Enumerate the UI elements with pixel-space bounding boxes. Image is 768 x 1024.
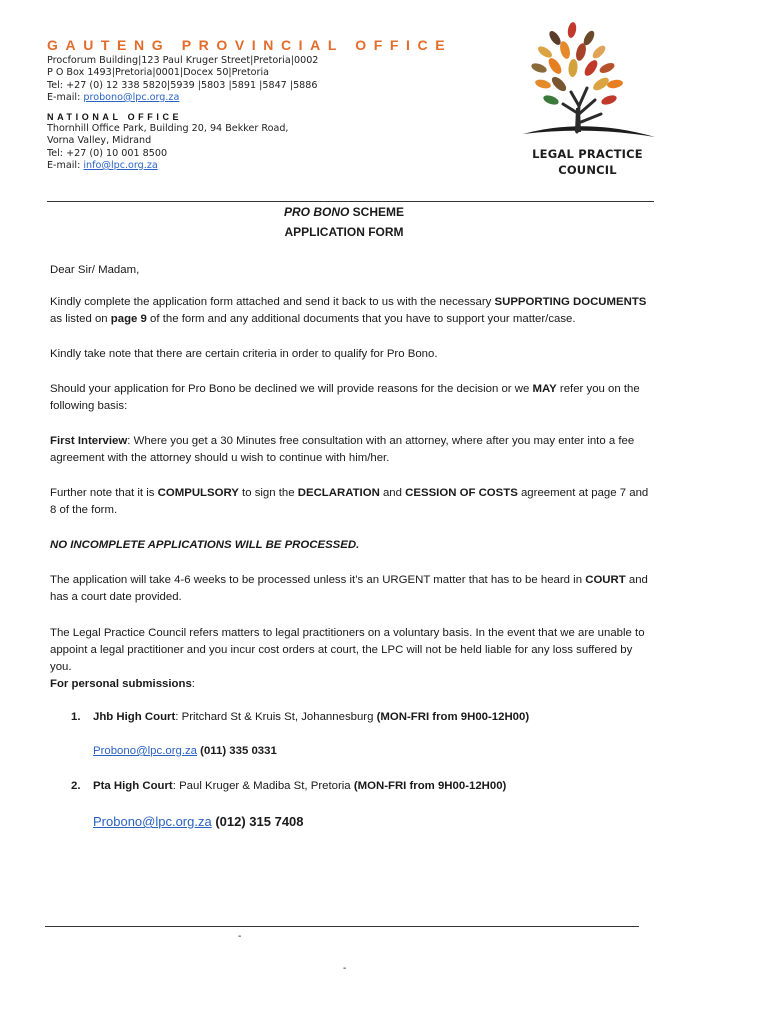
provincial-email-row	[47, 92, 318, 104]
court-name: Pta High Court	[93, 780, 173, 792]
email-label: E-mail:	[47, 91, 81, 103]
paragraph-warning: NO INCOMPLETE APPLICATIONS WILL BE PROCESSED.	[50, 539, 360, 551]
text-bold: DECLARATION	[297, 487, 380, 499]
footer-dash: -	[238, 931, 242, 942]
court-name: Jhb High Court	[93, 711, 176, 723]
text: and has a court date provided.	[50, 574, 648, 603]
national-office-title: NATIONAL OFFICE	[47, 112, 183, 122]
text: of the form and any additional documents that you have to support your matter/case.	[146, 313, 576, 325]
text-bold: For personal submissions	[50, 678, 192, 690]
submission-number: 1.	[71, 711, 81, 723]
submission-item-jhb	[93, 711, 653, 723]
logo-text-line2: COUNCIL	[558, 163, 617, 177]
court-hours: (MON-FRI from 9H00-12H00)	[373, 711, 530, 723]
text: and	[379, 487, 406, 499]
paragraph-timeline	[50, 572, 650, 606]
lpc-logo	[515, 22, 660, 147]
provincial-office-title: GAUTENG PROVINCIAL OFFICE	[47, 37, 453, 53]
header-divider	[47, 201, 654, 202]
national-line: Thornhill Office Park, Building 20, 94 Bekker Road,	[47, 123, 289, 134]
text: Further note that it is	[50, 487, 158, 499]
text: agreement at page 7 and 8 of the form.	[50, 487, 649, 516]
text-bold: SUPPORTING DOCUMENTS	[494, 296, 647, 308]
text: The application will take 4-6 weeks to be processed unless it’s an URGENT matter that has to be heard in	[50, 574, 586, 586]
salutation: Dear Sir/ Madam,	[50, 264, 140, 276]
personal-submissions-heading	[50, 676, 650, 693]
provincial-line: Tel: +27 (0) 12 338 5820|5939 |5803 |5891 |5847 |5886	[47, 79, 318, 91]
text-bold: First Interview	[50, 435, 128, 447]
national-email-row	[47, 160, 288, 172]
court-hours: (MON-FRI from 9H00-12H00)	[350, 780, 507, 792]
footer-divider	[45, 926, 639, 927]
provincial-line: P O Box 1493|Pretoria|0001|Docex 50|Pretoria	[47, 67, 270, 79]
court-address: : Paul Kruger & Madiba St, Pretoria	[172, 780, 351, 792]
email-link[interactable]: Probono@lpc.org.za	[93, 814, 212, 829]
text: to sign the	[238, 487, 298, 499]
paragraph-instructions	[50, 294, 650, 328]
text: as listed on	[50, 313, 111, 325]
text-bold: COURT	[585, 574, 626, 586]
heading-line1	[0, 205, 688, 219]
text: : Where you get a 30 Minutes free consultation with an attorney, where after you may enter into a fee agreement with the attorney should u wish to continue with him/her.	[50, 435, 635, 464]
provincial-line: Procforum Building|123 Paul Kruger Street|Pretoria|0002	[47, 55, 319, 66]
text: refer you on the following basis:	[50, 383, 640, 412]
email-link[interactable]: Probono@lpc.org.za	[93, 745, 198, 757]
national-address	[47, 123, 288, 172]
text-bold: MAY	[532, 383, 557, 395]
court-address: : Pritchard St & Kruis St, Johannesburg	[175, 711, 374, 723]
heading-line2: APPLICATION FORM	[284, 225, 404, 239]
text-bold: CESSION OF COSTS	[405, 487, 518, 499]
tree-icon	[515, 22, 660, 147]
text: :	[191, 678, 195, 690]
submission-number: 2.	[71, 780, 81, 792]
paragraph-first-interview	[50, 433, 650, 467]
national-line: Tel: +27 (0) 10 001 8500	[47, 147, 168, 159]
paragraph-declined	[50, 381, 650, 415]
phone-number: (011) 335 0331	[197, 745, 277, 757]
text: Should your application for Pro Bono be declined we will provide reasons for the decision or we	[50, 383, 533, 395]
heading-italic: PRO BONO	[283, 205, 350, 219]
submission-item-pta	[93, 780, 653, 792]
footer-dash: -	[343, 963, 347, 974]
text-bold: page 9	[110, 313, 147, 325]
paragraph-compulsory	[50, 485, 650, 519]
provincial-address	[47, 55, 318, 104]
paragraph-liability: The Legal Practice Council refers matters to legal practitioners on a voluntary basis. In the event that we are unable to appoint a legal practitioner and you incur cost orders at court, the LPC will not be held liable for any loss suffered by you.	[50, 627, 645, 673]
text-bold: COMPULSORY	[157, 487, 239, 499]
submission-contact-pta	[93, 814, 304, 829]
logo-text-line1: LEGAL PRACTICE	[532, 147, 643, 161]
paragraph-criteria: Kindly take note that there are certain criteria in order to qualify for Pro Bono.	[50, 348, 438, 360]
provincial-email-link[interactable]: probono@lpc.org.za	[83, 91, 180, 103]
submission-contact-jhb	[93, 745, 277, 757]
phone-number: (012) 315 7408	[211, 814, 304, 829]
email-label: E-mail:	[47, 159, 81, 171]
national-email-link[interactable]: info@lpc.org.za	[83, 159, 158, 171]
text: Kindly complete the application form attached and send it back to us with the necessary	[50, 296, 495, 308]
national-line: Vorna Valley, Midrand	[47, 135, 152, 147]
heading-rest: SCHEME	[349, 205, 405, 219]
